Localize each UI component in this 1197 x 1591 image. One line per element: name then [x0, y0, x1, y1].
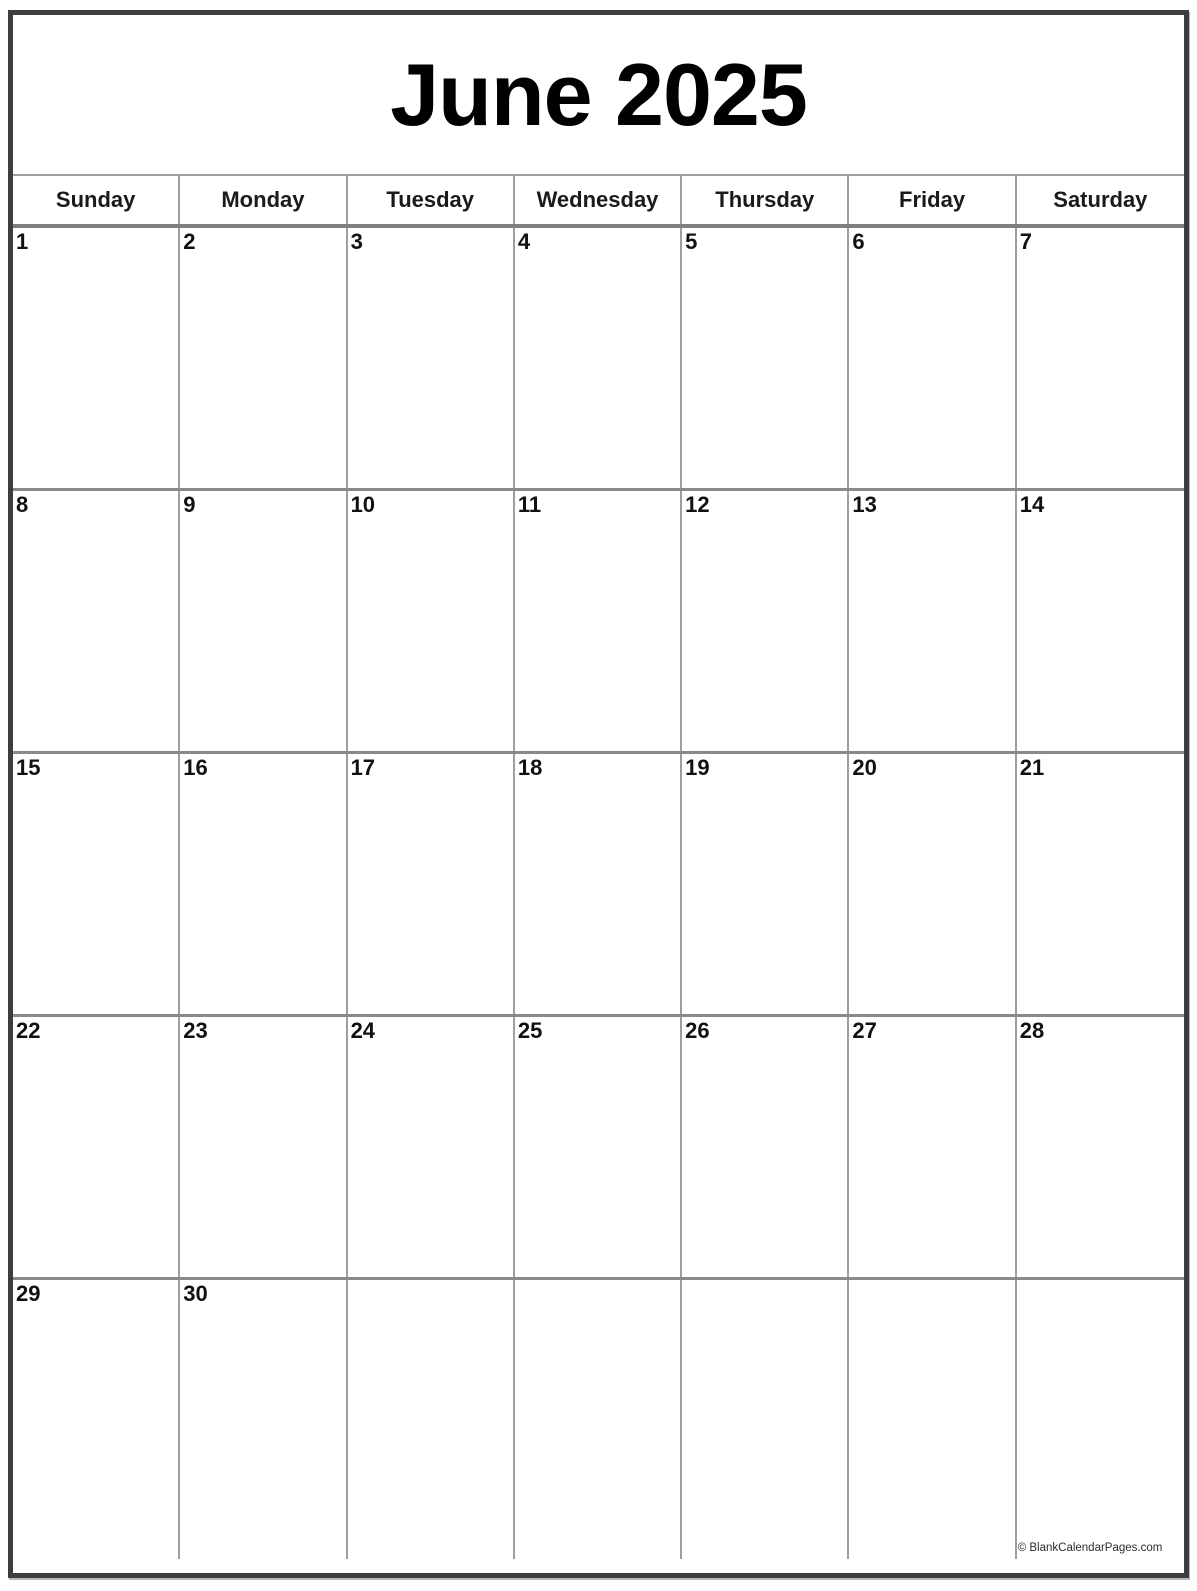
day-cell	[682, 228, 849, 488]
day-cell	[515, 1280, 682, 1559]
calendar-frame	[8, 10, 1189, 1578]
week-row-5	[13, 1280, 1184, 1559]
day-cell	[515, 228, 682, 488]
day-cell	[180, 491, 347, 751]
day-number: 26	[685, 1018, 710, 1043]
weekday-header-wednesday: Wednesday	[515, 176, 682, 224]
day-number	[682, 1280, 847, 1281]
day-number: 10	[350, 492, 376, 517]
day-number: 16	[183, 755, 208, 780]
day-number: 5	[685, 229, 698, 254]
weekday-header-tuesday: Tuesday	[348, 176, 515, 224]
day-cell	[849, 754, 1016, 1014]
weekday-header-friday: Friday	[849, 176, 1016, 224]
day-number: 17	[350, 755, 376, 780]
day-cell	[849, 1280, 1016, 1559]
week-row-3	[13, 754, 1184, 1017]
title-block	[13, 15, 1184, 176]
day-cell	[849, 491, 1016, 751]
day-cell	[849, 1017, 1016, 1277]
day-number: 14	[1019, 492, 1045, 517]
day-number: 8	[16, 492, 29, 517]
day-cell	[13, 1280, 180, 1559]
day-number: 30	[183, 1281, 208, 1306]
day-number: 13	[852, 492, 877, 517]
day-cell	[348, 228, 515, 488]
day-cell	[515, 754, 682, 1014]
week-row-4	[13, 1017, 1184, 1280]
day-number	[515, 1280, 680, 1281]
day-number: 7	[1019, 229, 1032, 254]
watermark-credit: © BlankCalendarPages.com	[1017, 1542, 1163, 1554]
weekday-header-thursday: Thursday	[682, 176, 849, 224]
day-number: 2	[183, 229, 196, 254]
day-cell	[13, 1017, 180, 1277]
day-number: 29	[16, 1281, 41, 1306]
day-number: 25	[517, 1018, 543, 1043]
calendar-title: June 2025	[390, 44, 807, 144]
day-number: 4	[517, 229, 531, 254]
day-cell	[348, 1280, 515, 1559]
day-number: 11	[517, 492, 542, 517]
day-number: 18	[517, 755, 543, 780]
day-cell	[515, 1017, 682, 1277]
day-number: 12	[685, 492, 710, 517]
weekday-header-saturday: Saturday	[1017, 176, 1184, 224]
day-cell	[1017, 754, 1184, 1014]
day-cell	[13, 754, 180, 1014]
day-number: 9	[183, 492, 196, 517]
day-number: 15	[16, 755, 41, 780]
day-cell	[849, 228, 1016, 488]
day-number: 20	[852, 755, 877, 780]
day-number: 24	[350, 1018, 376, 1043]
day-cell	[1017, 1017, 1184, 1277]
day-number: 19	[685, 755, 710, 780]
day-number: 27	[852, 1018, 877, 1043]
day-number: 3	[350, 229, 363, 254]
day-cell	[348, 1017, 515, 1277]
day-cell	[515, 491, 682, 751]
day-cell	[682, 1017, 849, 1277]
day-cell	[180, 1017, 347, 1277]
day-cell	[682, 491, 849, 751]
day-cell	[1017, 491, 1184, 751]
weekday-header-monday: Monday	[180, 176, 347, 224]
day-number	[849, 1280, 1014, 1281]
week-row-1	[13, 228, 1184, 491]
day-number: 1	[16, 229, 29, 254]
day-cell	[13, 491, 180, 751]
day-number: 22	[16, 1018, 41, 1043]
day-cell	[1017, 228, 1184, 488]
day-cell	[682, 1280, 849, 1559]
day-cell	[348, 491, 515, 751]
day-cell	[682, 754, 849, 1014]
weekday-header-sunday: Sunday	[13, 176, 180, 224]
day-number: 28	[1019, 1018, 1045, 1043]
day-cell	[180, 1280, 347, 1559]
day-cell	[180, 228, 347, 488]
week-row-2	[13, 491, 1184, 754]
day-number: 23	[183, 1018, 208, 1043]
weekday-header-row	[13, 176, 1184, 228]
day-number: 6	[852, 229, 865, 254]
day-number	[348, 1280, 513, 1281]
day-cell	[348, 754, 515, 1014]
day-cell	[13, 228, 180, 488]
day-number: 21	[1019, 755, 1045, 780]
day-number	[1017, 1280, 1184, 1281]
day-cell	[1017, 1280, 1184, 1559]
day-cell	[180, 754, 347, 1014]
